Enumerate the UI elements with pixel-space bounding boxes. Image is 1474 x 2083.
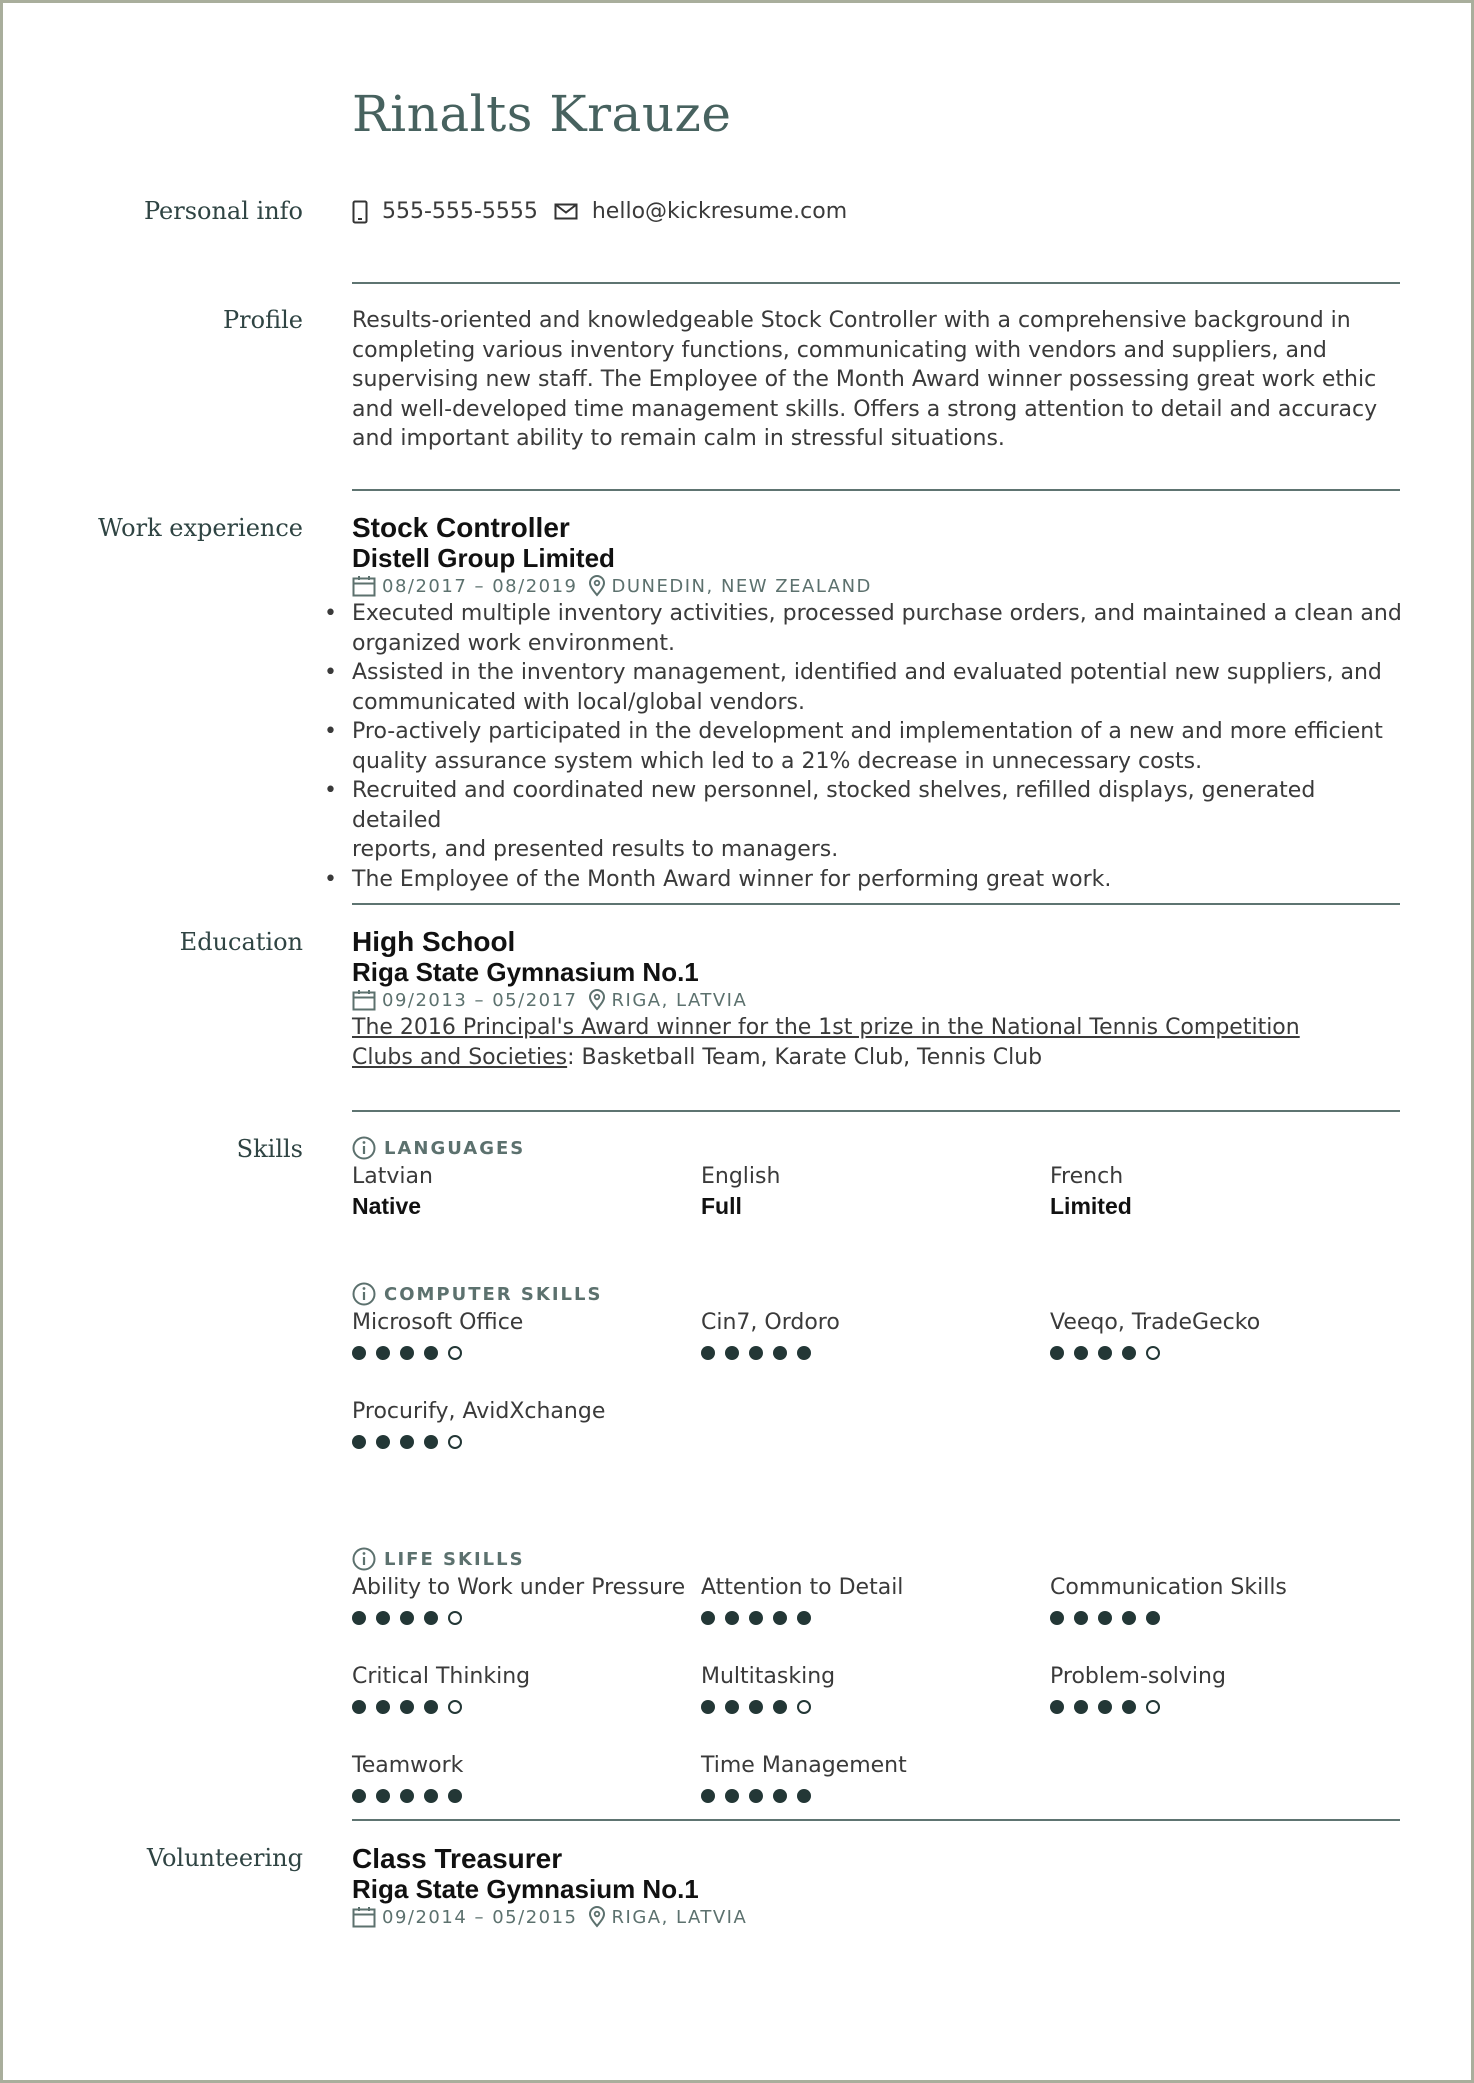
section-divider [352,489,1400,491]
skill-item: Attention to Detail [701,1573,1050,1662]
rating-dot-filled [424,1435,438,1449]
education-location: RIGA, LATVIA [611,989,748,1011]
skill-rating [352,1700,701,1714]
rating-dot-filled [400,1789,414,1803]
location-pin-icon [588,575,606,597]
language-item: English Full [701,1164,781,1219]
phone-number: 555-555-5555 [382,199,538,224]
rating-dot-filled [725,1700,739,1714]
volunteer-org: Riga State Gymnasium No.1 [352,1874,699,1904]
rating-dot-empty [448,1700,462,1714]
section-divider [352,903,1400,905]
calendar-icon [352,1906,376,1928]
skill-item: Teamwork [352,1751,701,1840]
skill-item: Procurify, AvidXchange [352,1397,701,1486]
rating-dot-filled [701,1611,715,1625]
rating-dot-filled [797,1789,811,1803]
rating-dot-filled [749,1789,763,1803]
location-pin-icon [588,989,606,1011]
rating-dot-filled [400,1435,414,1449]
section-label-profile: Profile [223,306,303,334]
rating-dot-filled [1098,1700,1112,1714]
rating-dot-filled [773,1346,787,1360]
info-icon [352,1136,376,1160]
work-bullets [352,599,1402,894]
rating-dot-filled [773,1789,787,1803]
rating-dot-filled [1122,1611,1136,1625]
rating-dot-empty [448,1435,462,1449]
rating-dot-filled [749,1346,763,1360]
rating-dot-filled [376,1435,390,1449]
language-item: Latvian Native [352,1164,433,1219]
rating-dot-filled [1050,1346,1064,1360]
skill-item: Communication Skills [1050,1573,1399,1662]
company-name: Distell Group Limited [352,543,615,573]
skill-rating [701,1700,1050,1714]
rating-dot-filled [424,1346,438,1360]
degree-title: High School [352,926,516,957]
rating-dot-filled [1050,1700,1064,1714]
rating-dot-filled [1122,1346,1136,1360]
section-label-work-experience: Work experience [98,514,303,542]
skill-rating [701,1611,1050,1625]
work-bullet: • The Employee of the Month Award winner for performing great work. [352,865,1402,895]
skill-item: Critical Thinking [352,1662,701,1751]
skill-rating [1050,1700,1399,1714]
skill-rating [1050,1346,1399,1360]
rating-dot-filled [773,1700,787,1714]
rating-dot-filled [448,1789,462,1803]
work-location: DUNEDIN, NEW ZEALAND [611,575,872,597]
profile-line: supervising new staff. The Employee of the Month Award winner possessing great work ethic [352,367,1377,392]
skill-item: Ability to Work under Pressure [352,1573,701,1662]
candidate-name: Rinalts Krauze [352,85,732,143]
skill-rating [352,1789,701,1803]
rating-dot-filled [1098,1611,1112,1625]
rating-dot-filled [1122,1700,1136,1714]
rating-dot-filled [352,1346,366,1360]
skill-rating [352,1611,701,1625]
profile-summary [352,306,1402,454]
rating-dot-filled [1074,1700,1088,1714]
rating-dot-filled [797,1611,811,1625]
section-divider [352,282,1400,284]
work-entry [352,513,1402,894]
clubs-value: : Basketball Team, Karate Club, Tennis Club [567,1044,1043,1070]
phone-icon [352,200,368,224]
section-label-personal-info: Personal info [143,197,303,225]
rating-dot-empty [1146,1700,1160,1714]
skill-item: Microsoft Office [352,1308,701,1397]
skill-rating [701,1789,1050,1803]
education-entry [352,927,1402,1072]
clubs-label: Clubs and Societies [352,1044,568,1070]
contact-row [352,199,1402,224]
info-icon [352,1547,376,1571]
rating-dot-filled [424,1700,438,1714]
rating-dot-filled [400,1611,414,1625]
rating-dot-filled [376,1789,390,1803]
rating-dot-filled [773,1611,787,1625]
rating-dot-filled [352,1700,366,1714]
languages-grid [352,1162,1402,1222]
skill-rating [352,1435,701,1449]
profile-line: and important ability to remain calm in stressful situations. [352,426,1005,451]
rating-dot-filled [725,1789,739,1803]
skill-rating [701,1346,1050,1360]
skill-rating [352,1346,701,1360]
rating-dot-filled [400,1700,414,1714]
rating-dot-filled [725,1346,739,1360]
calendar-icon [352,989,376,1011]
rating-dot-filled [424,1789,438,1803]
rating-dot-filled [352,1435,366,1449]
rating-dot-empty [797,1700,811,1714]
life-skills-grid [352,1573,1402,1840]
computer-skills-heading: COMPUTER SKILLS [352,1280,1402,1308]
rating-dot-filled [376,1700,390,1714]
section-divider [352,1819,1400,1821]
section-label-education: Education [179,928,303,956]
rating-dot-filled [701,1789,715,1803]
rating-dot-filled [424,1611,438,1625]
email-address[interactable]: hello@kickresume.com [591,199,848,224]
rating-dot-filled [376,1346,390,1360]
rating-dot-filled [1074,1346,1088,1360]
envelope-icon [554,203,578,220]
computer-skills-grid [352,1308,1402,1486]
work-bullet: • Executed multiple inventory activities, processed purchase orders, and maintained a clean and organized work environment. [352,599,1402,658]
profile-line: and well-developed time management skills. Offers a strong attention to detail and accuracy [352,396,1378,422]
volunteering-meta [352,1904,1402,1930]
rating-dot-filled [1050,1611,1064,1625]
rating-dot-filled [725,1611,739,1625]
skill-item: Cin7, Ordoro [701,1308,1050,1397]
rating-dot-empty [448,1346,462,1360]
skill-item: Problem-solving [1050,1662,1399,1751]
rating-dot-empty [1146,1346,1160,1360]
rating-dot-filled [749,1700,763,1714]
rating-dot-empty [448,1611,462,1625]
rating-dot-filled [701,1700,715,1714]
skill-item: Time Management [701,1751,1050,1840]
education-meta [352,987,1402,1013]
profile-line: Results-oriented and knowledgeable Stock Controller with a comprehensive background in [352,308,1351,333]
school-name: Riga State Gymnasium No.1 [352,957,699,987]
rating-dot-filled [701,1346,715,1360]
volunteering-location: RIGA, LATVIA [611,1906,748,1928]
rating-dot-filled [797,1346,811,1360]
education-clubs [352,1043,1402,1073]
rating-dot-filled [1146,1611,1160,1625]
work-dates: 08/2017 – 08/2019 [382,575,578,597]
work-bullet: • Assisted in the inventory management, identified and evaluated potential new suppliers, and communicated with local/global vendors. [352,658,1402,717]
language-item: French Limited [1050,1164,1132,1219]
education-dates: 09/2013 – 05/2017 [382,989,578,1011]
calendar-icon [352,575,376,597]
work-bullet: • Pro-actively participated in the development and implementation of a new and more efficient quality assurance system which led to a 21% decrease in unnecessary costs. [352,717,1402,776]
rating-dot-filled [352,1789,366,1803]
skill-item: Veeqo, TradeGecko [1050,1308,1399,1397]
education-award: The 2016 Principal's Award winner for the 1st prize in the National Tennis Competition [352,1015,1300,1040]
section-divider [352,1110,1400,1112]
skill-rating [1050,1611,1399,1625]
volunteering-dates: 09/2014 – 05/2015 [382,1906,578,1928]
rating-dot-filled [400,1346,414,1360]
job-title: Stock Controller [352,512,570,543]
rating-dot-filled [749,1611,763,1625]
profile-line: completing various inventory functions, communicating with vendors and suppliers, and [352,337,1327,363]
rating-dot-filled [376,1611,390,1625]
rating-dot-filled [1098,1346,1112,1360]
life-skills-heading: LIFE SKILLS [352,1545,1402,1573]
volunteer-role: Class Treasurer [352,1843,563,1874]
volunteering-entry [352,1844,1402,1930]
skills-section [352,1134,1402,1840]
rating-dot-filled [352,1611,366,1625]
rating-dot-filled [1074,1611,1088,1625]
work-meta [352,573,1402,599]
section-label-skills: Skills [236,1135,303,1163]
section-label-volunteering: Volunteering [146,1844,303,1872]
info-icon [352,1282,376,1306]
skill-item: Multitasking [701,1662,1050,1751]
location-pin-icon [588,1906,606,1928]
languages-heading: LANGUAGES [352,1134,1402,1162]
work-bullet: • Recruited and coordinated new personnel, stocked shelves, refilled displays, generated detailed reports, and presented results to managers. [352,776,1402,865]
